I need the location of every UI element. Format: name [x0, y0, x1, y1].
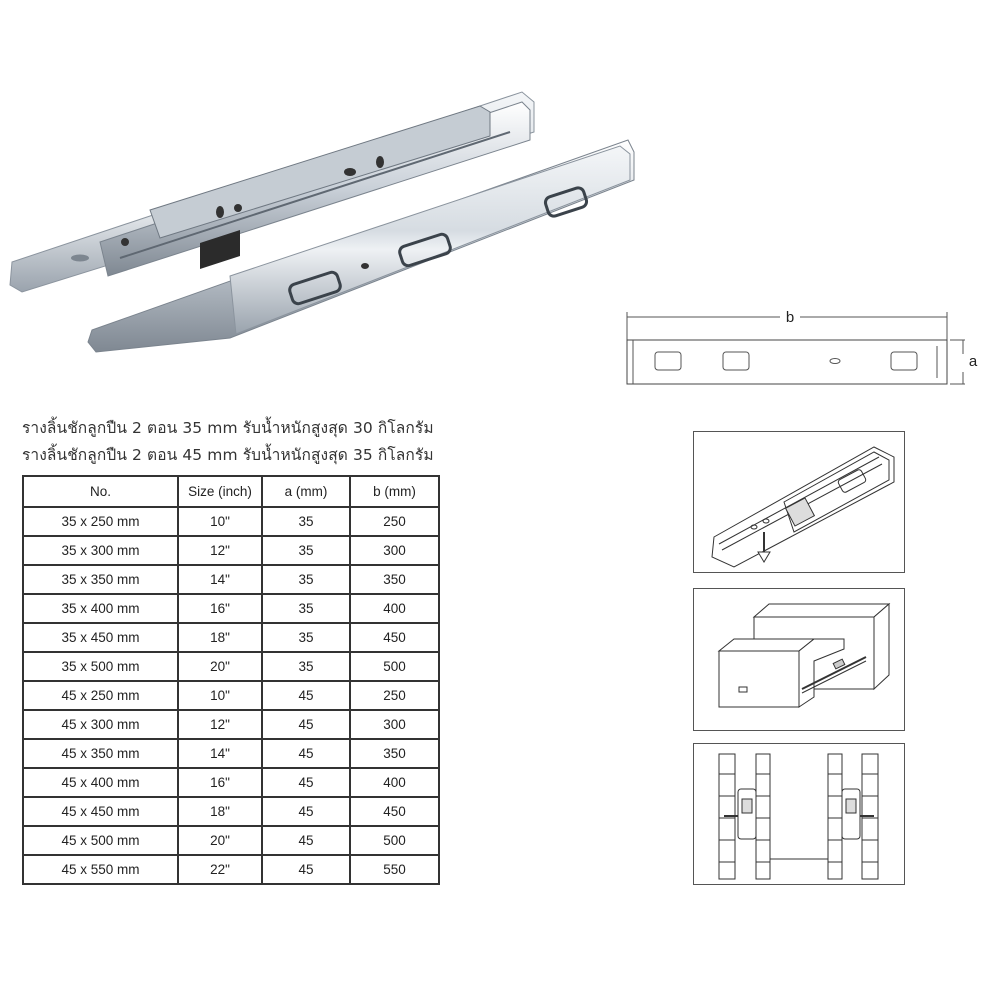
table-row: [23, 797, 439, 826]
cell-no: 45 x 450 mm: [23, 797, 178, 826]
cell-no: 35 x 350 mm: [23, 565, 178, 594]
cell-size: 10": [178, 681, 262, 710]
cell-b: 350: [350, 739, 439, 768]
cell-size: 14": [178, 565, 262, 594]
caption-45mm: รางลิ้นชักลูกปืน 2 ตอน 45 mm รับน้ำหนักสูงสุด 35 กิโลกรัม: [22, 446, 434, 464]
cell-size: 16": [178, 768, 262, 797]
cell-size: 18": [178, 623, 262, 652]
cabinet-mounting-diagram: [693, 743, 905, 885]
cell-no: 45 x 500 mm: [23, 826, 178, 855]
cell-a: 35: [262, 652, 350, 681]
table-row: [23, 855, 439, 884]
cell-b: 450: [350, 623, 439, 652]
cell-b: 450: [350, 797, 439, 826]
cell-a: 35: [262, 623, 350, 652]
cell-size: 14": [178, 739, 262, 768]
release-lever-diagram: [693, 431, 905, 573]
cell-no: 35 x 300 mm: [23, 536, 178, 565]
table-row: [23, 826, 439, 855]
cell-no: 35 x 250 mm: [23, 507, 178, 536]
table-row: [23, 565, 439, 594]
table-row: [23, 710, 439, 739]
table-row: [23, 681, 439, 710]
cell-a: 45: [262, 797, 350, 826]
cell-size: 20": [178, 652, 262, 681]
extended-slide: [10, 80, 534, 292]
cell-no: 45 x 350 mm: [23, 739, 178, 768]
cell-b: 300: [350, 710, 439, 739]
table-row: [23, 652, 439, 681]
table-row: [23, 739, 439, 768]
column-header-no: No.: [23, 476, 178, 507]
cell-b: 550: [350, 855, 439, 884]
length-label: b: [785, 309, 795, 326]
cell-size: 12": [178, 710, 262, 739]
cell-size: 12": [178, 536, 262, 565]
table-header-row: [23, 476, 439, 507]
cell-no: 35 x 400 mm: [23, 594, 178, 623]
cell-a: 45: [262, 710, 350, 739]
cell-b: 250: [350, 507, 439, 536]
cell-size: 18": [178, 797, 262, 826]
drawer-installation-diagram: [693, 588, 905, 731]
column-header-size: Size (inch): [178, 476, 262, 507]
cell-a: 45: [262, 855, 350, 884]
cell-b: 500: [350, 652, 439, 681]
cell-size: 16": [178, 594, 262, 623]
cell-a: 45: [262, 826, 350, 855]
column-header-a: a (mm): [262, 476, 350, 507]
table-row: [23, 594, 439, 623]
cell-no: 45 x 250 mm: [23, 681, 178, 710]
cell-size: 10": [178, 507, 262, 536]
cell-b: 300: [350, 536, 439, 565]
table-row: [23, 507, 439, 536]
cell-a: 45: [262, 768, 350, 797]
table-row: [23, 768, 439, 797]
height-label: a: [968, 353, 978, 370]
cell-b: 400: [350, 594, 439, 623]
cell-no: 45 x 400 mm: [23, 768, 178, 797]
cell-a: 35: [262, 594, 350, 623]
spec-table: [22, 475, 440, 885]
cell-size: 22": [178, 855, 262, 884]
cell-no: 35 x 450 mm: [23, 623, 178, 652]
cell-no: 35 x 500 mm: [23, 652, 178, 681]
drawer-slide-product-image: [0, 80, 640, 370]
cell-b: 500: [350, 826, 439, 855]
cell-no: 45 x 550 mm: [23, 855, 178, 884]
caption-35mm: รางลิ้นชักลูกปืน 2 ตอน 35 mm รับน้ำหนักสูงสุด 30 กิโลกรัม: [22, 419, 434, 437]
cell-a: 35: [262, 565, 350, 594]
cell-b: 350: [350, 565, 439, 594]
column-header-b: b (mm): [350, 476, 439, 507]
cell-b: 250: [350, 681, 439, 710]
table-row: [23, 623, 439, 652]
table-row: [23, 536, 439, 565]
cell-a: 35: [262, 507, 350, 536]
cell-size: 20": [178, 826, 262, 855]
cell-b: 400: [350, 768, 439, 797]
cell-no: 45 x 300 mm: [23, 710, 178, 739]
cell-a: 45: [262, 681, 350, 710]
cell-a: 45: [262, 739, 350, 768]
cell-a: 35: [262, 536, 350, 565]
slide-dimension-drawing: [615, 300, 990, 400]
